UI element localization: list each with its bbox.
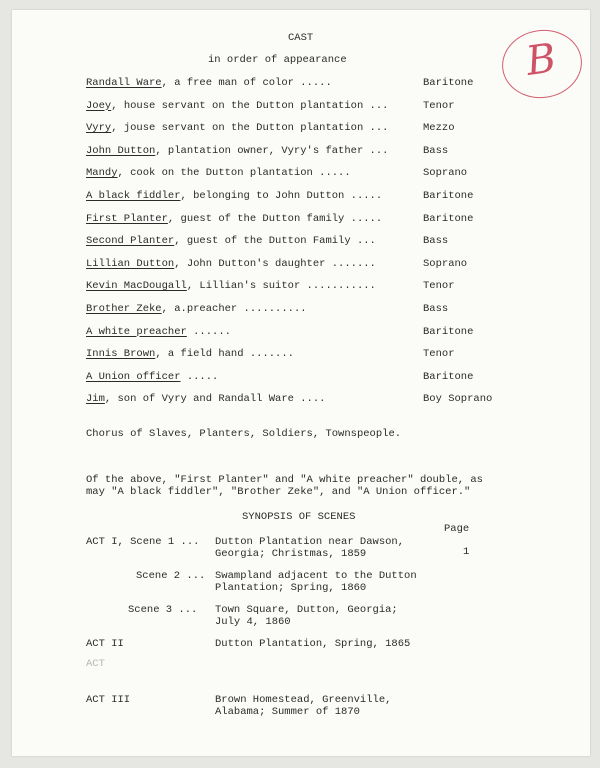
erased-act-label: ACT xyxy=(86,658,105,670)
character-description: , John Dutton's daughter ....... xyxy=(174,257,376,270)
voice-type: Tenor xyxy=(423,348,455,361)
voice-type: Soprano xyxy=(423,257,468,270)
cast-role xyxy=(86,303,307,316)
scene-date: Georgia; Christmas, 1859 xyxy=(215,548,367,560)
cast-role xyxy=(86,145,388,158)
character-name: First Planter xyxy=(86,212,168,225)
cast-role xyxy=(86,190,382,203)
cast-role xyxy=(86,77,332,90)
voice-type: Tenor xyxy=(423,99,455,112)
scene-location: Town Square, Dutton, Georgia; xyxy=(215,604,398,616)
character-description: , cook on the Dutton plantation ..... xyxy=(117,167,351,180)
cast-role xyxy=(86,235,376,248)
scene-location: Swampland adjacent to the Dutton xyxy=(215,570,417,582)
synopsis-title: SYNOPSIS OF SCENES xyxy=(242,511,356,523)
character-name: Innis Brown xyxy=(86,348,156,361)
scene-label: ACT III xyxy=(86,694,131,706)
scene-label: Scene 2 ... xyxy=(136,570,206,582)
cast-role xyxy=(86,100,388,113)
character-description: , Lillian's suitor ........... xyxy=(186,280,376,293)
character-description: , guest of the Dutton Family ... xyxy=(174,235,376,248)
character-description: , guest of the Dutton family ..... xyxy=(167,212,383,225)
character-name: Randall Ware xyxy=(86,77,162,89)
voice-type: Baritone xyxy=(423,325,474,338)
character-description: , son of Vyry and Randall Ware .... xyxy=(104,393,326,406)
voice-type: Soprano xyxy=(423,167,468,180)
cast-role xyxy=(86,326,231,339)
character-name: Mandy xyxy=(86,167,118,180)
scene-label: ACT I, Scene 1 ... xyxy=(86,536,200,548)
character-name: A black fiddler xyxy=(86,190,181,202)
voice-type: Mezzo xyxy=(423,122,455,135)
cast-role xyxy=(86,213,382,226)
cast-title: CAST xyxy=(288,32,314,44)
cast-role xyxy=(86,348,294,361)
character-name: Vyry xyxy=(86,122,112,135)
cast-subtitle: in order of appearance xyxy=(208,54,347,66)
voice-type: Baritone xyxy=(423,77,474,89)
note-line-1: Of the above, "First Planter" and "A white preacher" double, as xyxy=(86,474,483,486)
scene-location: Dutton Plantation, Spring, 1865 xyxy=(215,638,411,650)
character-name: Joey xyxy=(86,99,112,112)
page-column-header: Page xyxy=(444,523,470,535)
character-description: , a field hand ....... xyxy=(155,348,294,361)
voice-type: Bass xyxy=(423,235,449,248)
voice-type: Baritone xyxy=(423,212,474,225)
character-name: A white preacher xyxy=(86,325,187,338)
voice-type: Bass xyxy=(423,144,449,157)
character-description: , belonging to John Dutton ..... xyxy=(180,190,383,202)
character-description: ...... xyxy=(186,325,231,338)
scene-location: Dutton Plantation near Dawson, xyxy=(215,536,405,548)
scene-date: Plantation; Spring, 1860 xyxy=(215,582,367,594)
document-page xyxy=(12,10,590,756)
character-name: John Dutton xyxy=(86,144,156,157)
character-name: Brother Zeke xyxy=(86,303,162,315)
note-line-2: may "A black fiddler", "Brother Zeke", and "A Union officer." xyxy=(86,486,471,498)
scene-label: ACT II xyxy=(86,638,124,650)
cast-role xyxy=(86,371,218,384)
character-name: Kevin MacDougall xyxy=(86,280,187,293)
character-description: ..... xyxy=(180,370,219,383)
character-description: , a free man of color ..... xyxy=(161,77,332,89)
cast-role xyxy=(86,393,325,406)
voice-type: Baritone xyxy=(423,370,474,383)
cast-role xyxy=(86,280,376,293)
voice-type: Tenor xyxy=(423,280,455,293)
scene-date: Alabama; Summer of 1870 xyxy=(215,706,360,718)
character-name: A Union officer xyxy=(86,370,181,383)
scene-date: July 4, 1860 xyxy=(215,616,291,628)
grade-stamp xyxy=(498,25,587,103)
character-name: Jim xyxy=(86,393,105,406)
voice-type: Bass xyxy=(423,303,449,315)
voice-type: Baritone xyxy=(423,190,474,202)
character-description: , a.preacher .......... xyxy=(161,303,307,315)
voice-type: Boy Soprano xyxy=(423,393,493,406)
scene-page: 1 xyxy=(463,546,470,558)
scene-label: Scene 3 ... xyxy=(128,604,198,616)
cast-role xyxy=(86,258,376,271)
character-name: Second Planter xyxy=(86,235,175,248)
character-name: Lillian Dutton xyxy=(86,257,175,270)
chorus-line: Chorus of Slaves, Planters, Soldiers, Townspeople. xyxy=(86,428,402,440)
cast-role xyxy=(86,122,388,135)
cast-role xyxy=(86,167,351,180)
character-description: , plantation owner, Vyry's father ... xyxy=(155,144,389,157)
character-description: , jouse servant on the Dutton plantation ... xyxy=(111,122,389,135)
character-description: , house servant on the Dutton plantation ... xyxy=(111,99,389,112)
grade-letter: B xyxy=(523,35,559,85)
scene-location: Brown Homestead, Greenville, xyxy=(215,694,392,706)
